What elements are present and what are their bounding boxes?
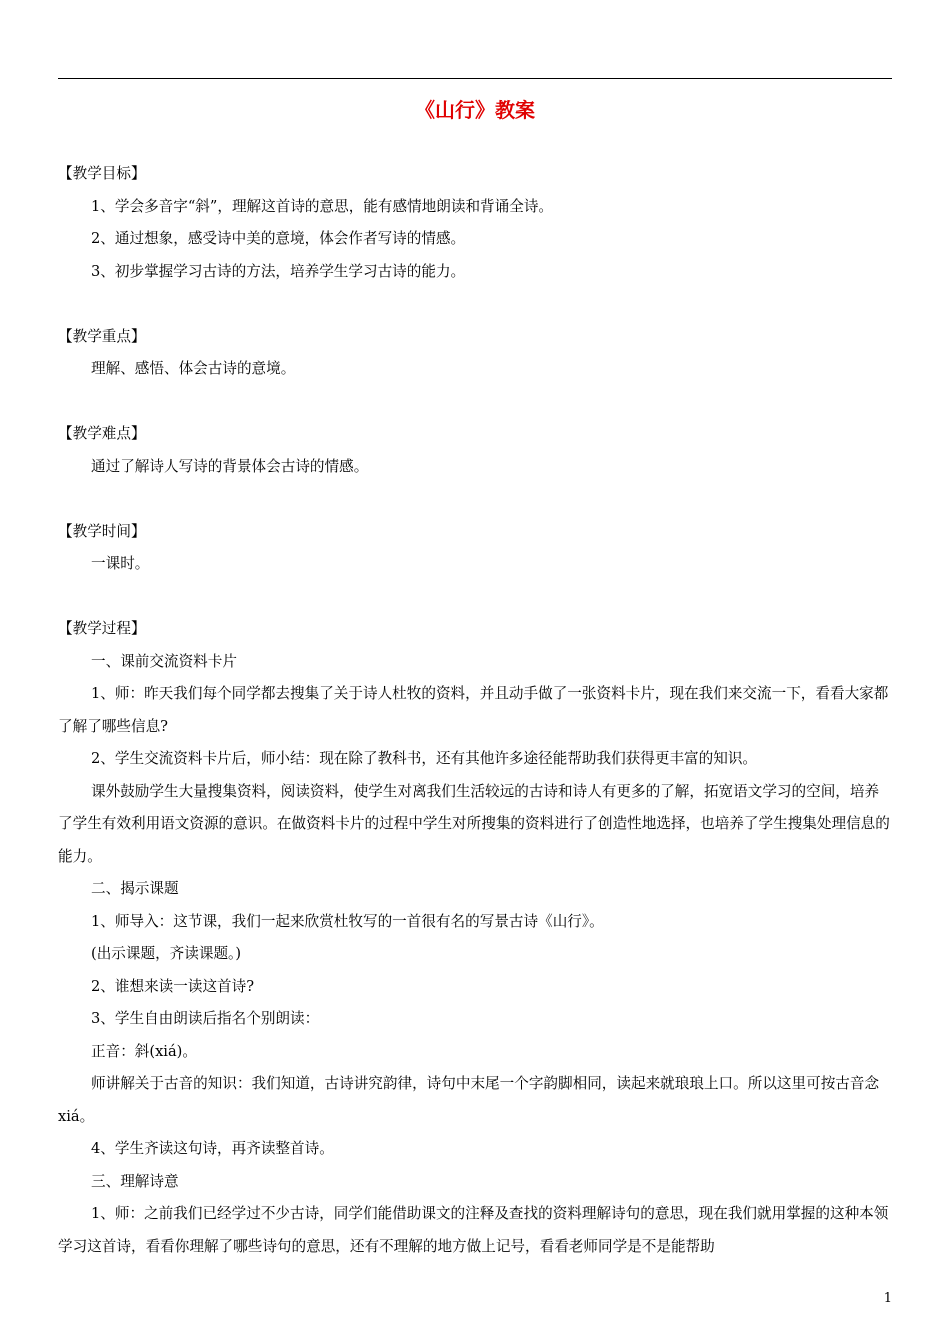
difficulties-text: 通过了解诗人写诗的背景体会古诗的情感。 <box>91 457 369 475</box>
goal-item: 2、通过想象，感受诗中美的意境，体会作者写诗的情感。 <box>91 230 466 247</box>
process-paragraph: 师讲解关于古音的知识：我们知道，古诗讲究韵律，诗句中末尾一个字韵脚相同，读起来就琅琅上口。所以这里可按古音念 xiá。 <box>58 1075 880 1125</box>
section-heading-process: 【教学过程】 <box>58 620 146 637</box>
process-paragraph: 1、师：之前我们已经学过不少古诗，同学们能借助课文的注释及查找的资料理解诗句的意思，现在我们就用掌握的这种本领学习这首诗，看看你理解了哪些诗句的意思，还有不理解的地方做上记号，看看老师同学是不是能帮助 <box>58 1205 889 1255</box>
header-rule <box>58 78 892 79</box>
time-text: 一课时。 <box>91 555 150 572</box>
goal-item: 3、初步掌握学习古诗的方法，培养学生学习古诗的能力。 <box>91 262 466 280</box>
process-paragraph: 3、学生自由朗读后指名个别朗读： <box>91 1010 320 1027</box>
section-heading-difficulties: 【教学难点】 <box>58 425 146 442</box>
process-paragraph: 1、师：昨天我们每个同学都去搜集了关于诗人杜牧的资料，并且动手做了一张资料卡片，现在我们来交流一下，看看大家都了解了哪些信息? <box>58 685 889 735</box>
process-paragraph: 课外鼓励学生大量搜集资料，阅读资料，使学生对离我们生活较远的古诗和诗人有更多的了解，拓宽语文学习的空间，培养了学生有效利用语文资源的意识。在做资料卡片的过程中学生对所搜集的资料进行了创造性地选择，也培养了学生搜集处理信息的能力。 <box>58 782 890 865</box>
process-paragraph: 三、理解诗意 <box>91 1172 179 1190</box>
page-number: 1 <box>883 1291 892 1306</box>
process-paragraph: 一、课前交流资料卡片 <box>91 652 237 670</box>
process-paragraph: 4、学生齐读这句诗，再齐读整首诗。 <box>91 1140 334 1157</box>
process-paragraph: 2、学生交流资料卡片后，师小结：现在除了教科书，还有其他许多途径能帮助我们获得更丰富的知识。 <box>91 750 758 767</box>
section-heading-time: 【教学时间】 <box>58 522 146 540</box>
section-heading-goals: 【教学目标】 <box>58 165 146 182</box>
document-body <box>58 158 892 1263</box>
document-title: 《山行》教案 <box>415 98 535 122</box>
key-points-text: 理解、感悟、体会古诗的意境。 <box>91 360 296 377</box>
process-paragraph: 正音：斜(xiá)。 <box>91 1042 197 1060</box>
process-paragraph: (出示课题，齐读课题。) <box>91 945 242 962</box>
process-paragraph: 1、师导入：这节课，我们一起来欣赏杜牧写的一首很有名的写景古诗《山行》。 <box>91 912 604 930</box>
section-heading-key-points: 【教学重点】 <box>58 327 146 345</box>
process-paragraph: 2、谁想来读一读这首诗? <box>91 977 255 995</box>
goal-item: 1、学会多音字“斜”，理解这首诗的意思，能有感情地朗读和背诵全诗。 <box>91 197 554 215</box>
process-paragraph: 二、揭示课题 <box>91 880 179 897</box>
